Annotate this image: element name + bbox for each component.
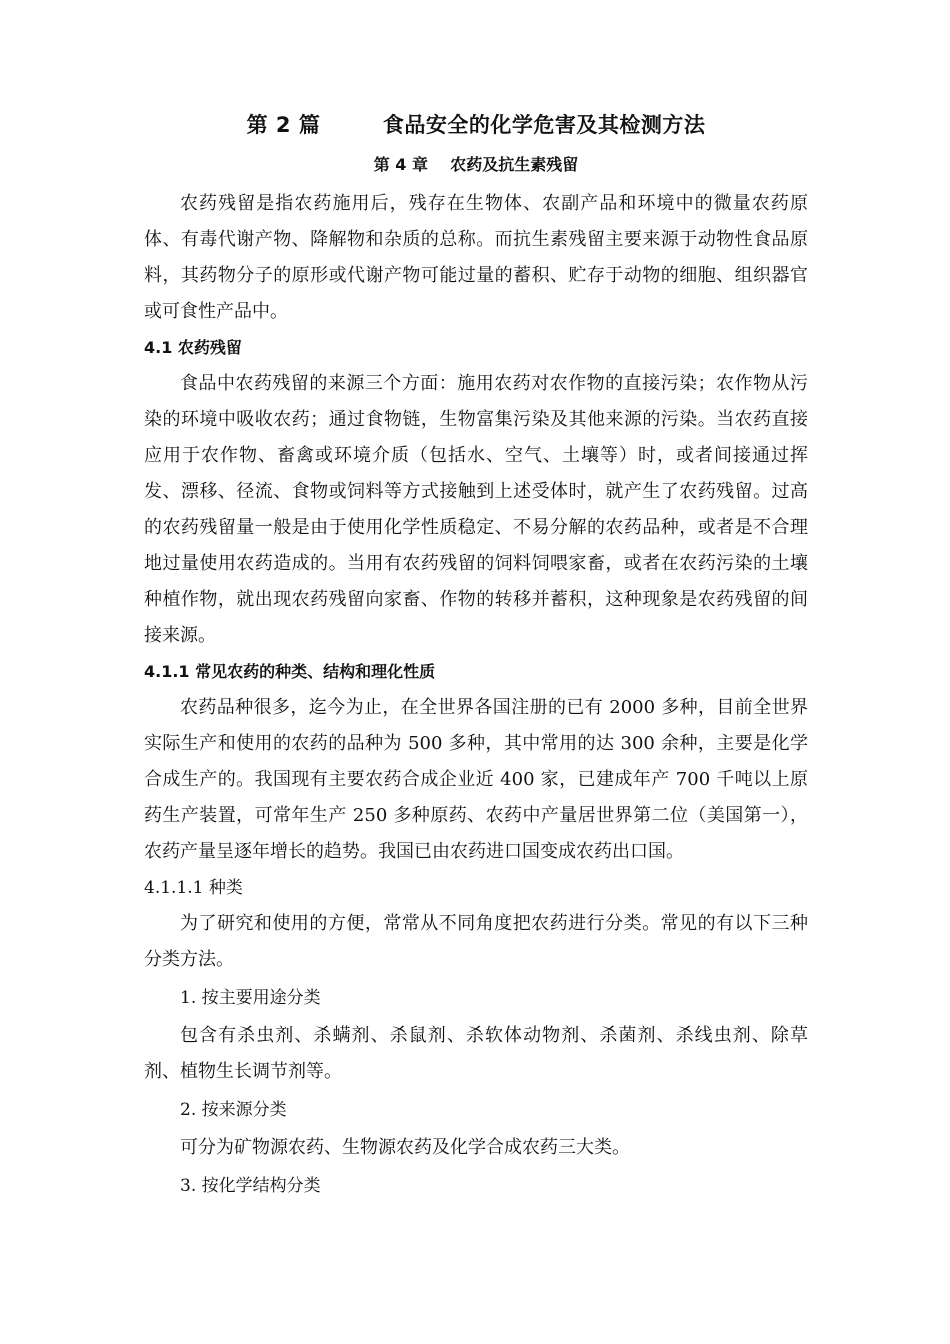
chapter-title: 第 4 章 农药及抗生素残留 [373, 155, 579, 174]
section-4-1-paragraph: 食品中农药残留的来源三个方面：施用农药对农作物的直接污染；农作物从污染的环境中吸收农药；通过食物链，生物富集污染及其他来源的污染。当农药直接应用于农作物、畜禽或环境介质（包括水、空气、土壤等）时，或者间接通过挥发、漂移、径流、食物或饲料等方式接触到上述受体时，就产生了农药残留。过高的农药残留量一般是由于使用化学性质稳定、不易分解的农药品种，或者是不合理地过量使用农药造成的。当用有农药残留的饲料饲喂家畜，或者在农药污染的土壤种植作物，就出现农药残留向家畜、作物的转移并蓄积，这种现象是农药残留的间接来源。 [144, 373, 808, 646]
list-item-text-1: 包含有杀虫剂、杀螨剂、杀鼠剂、杀软体动物剂、杀菌剂、杀线虫剂、除草剂、植物生长调节剂等。 [144, 1025, 808, 1082]
section-4-1-1-paragraph: 农药品种很多，迄今为止，在全世界各国注册的已有 2000 多种，目前全世界实际生产和使用的农药的品种为 500 多种，其中常用的达 300 余种，主要是化学合成生产的。我国现有主要农药合成企业近 400 家，已建成年产 700 千吨以上原药生产装置，可常年生产 250 多种原药、农药中产量居世界第二位（美国第一），农药产量呈逐年增长的趋势。我国已由农药进口国变成农药出口国。 [144, 697, 808, 862]
section-heading-4-1-1-1: 4.1.1.1 种类 [144, 878, 243, 898]
section-heading-4-1-1: 4.1.1 常见农药的种类、结构和理化性质 [144, 662, 436, 681]
list-item-title-1: 1. 按主要用途分类 [180, 988, 321, 1008]
section-4-1-1-1-paragraph: 为了研究和使用的方便，常常从不同角度把农药进行分类。常见的有以下三种分类方法。 [144, 913, 808, 970]
intro-paragraph: 农药残留是指农药施用后，残存在生物体、农副产品和环境中的微量农药原体、有毒代谢产物、降解物和杂质的总称。而抗生素残留主要来源于动物性食品原料，其药物分子的原形或代谢产物可能过量的蓄积、贮存于动物的细胞、组织器官或可食性产品中。 [144, 193, 808, 322]
document-content [144, 108, 808, 1206]
list-item-title-3: 3. 按化学结构分类 [180, 1176, 321, 1196]
section-heading-4-1: 4.1 农药残留 [144, 338, 242, 357]
list-item-title-2: 2. 按来源分类 [180, 1100, 287, 1120]
list-item-text-2: 可分为矿物源农药、生物源农药及化学合成农药三大类。 [180, 1137, 630, 1158]
part-title: 第 2 篇 食品安全的化学危害及其检测方法 [246, 113, 706, 137]
